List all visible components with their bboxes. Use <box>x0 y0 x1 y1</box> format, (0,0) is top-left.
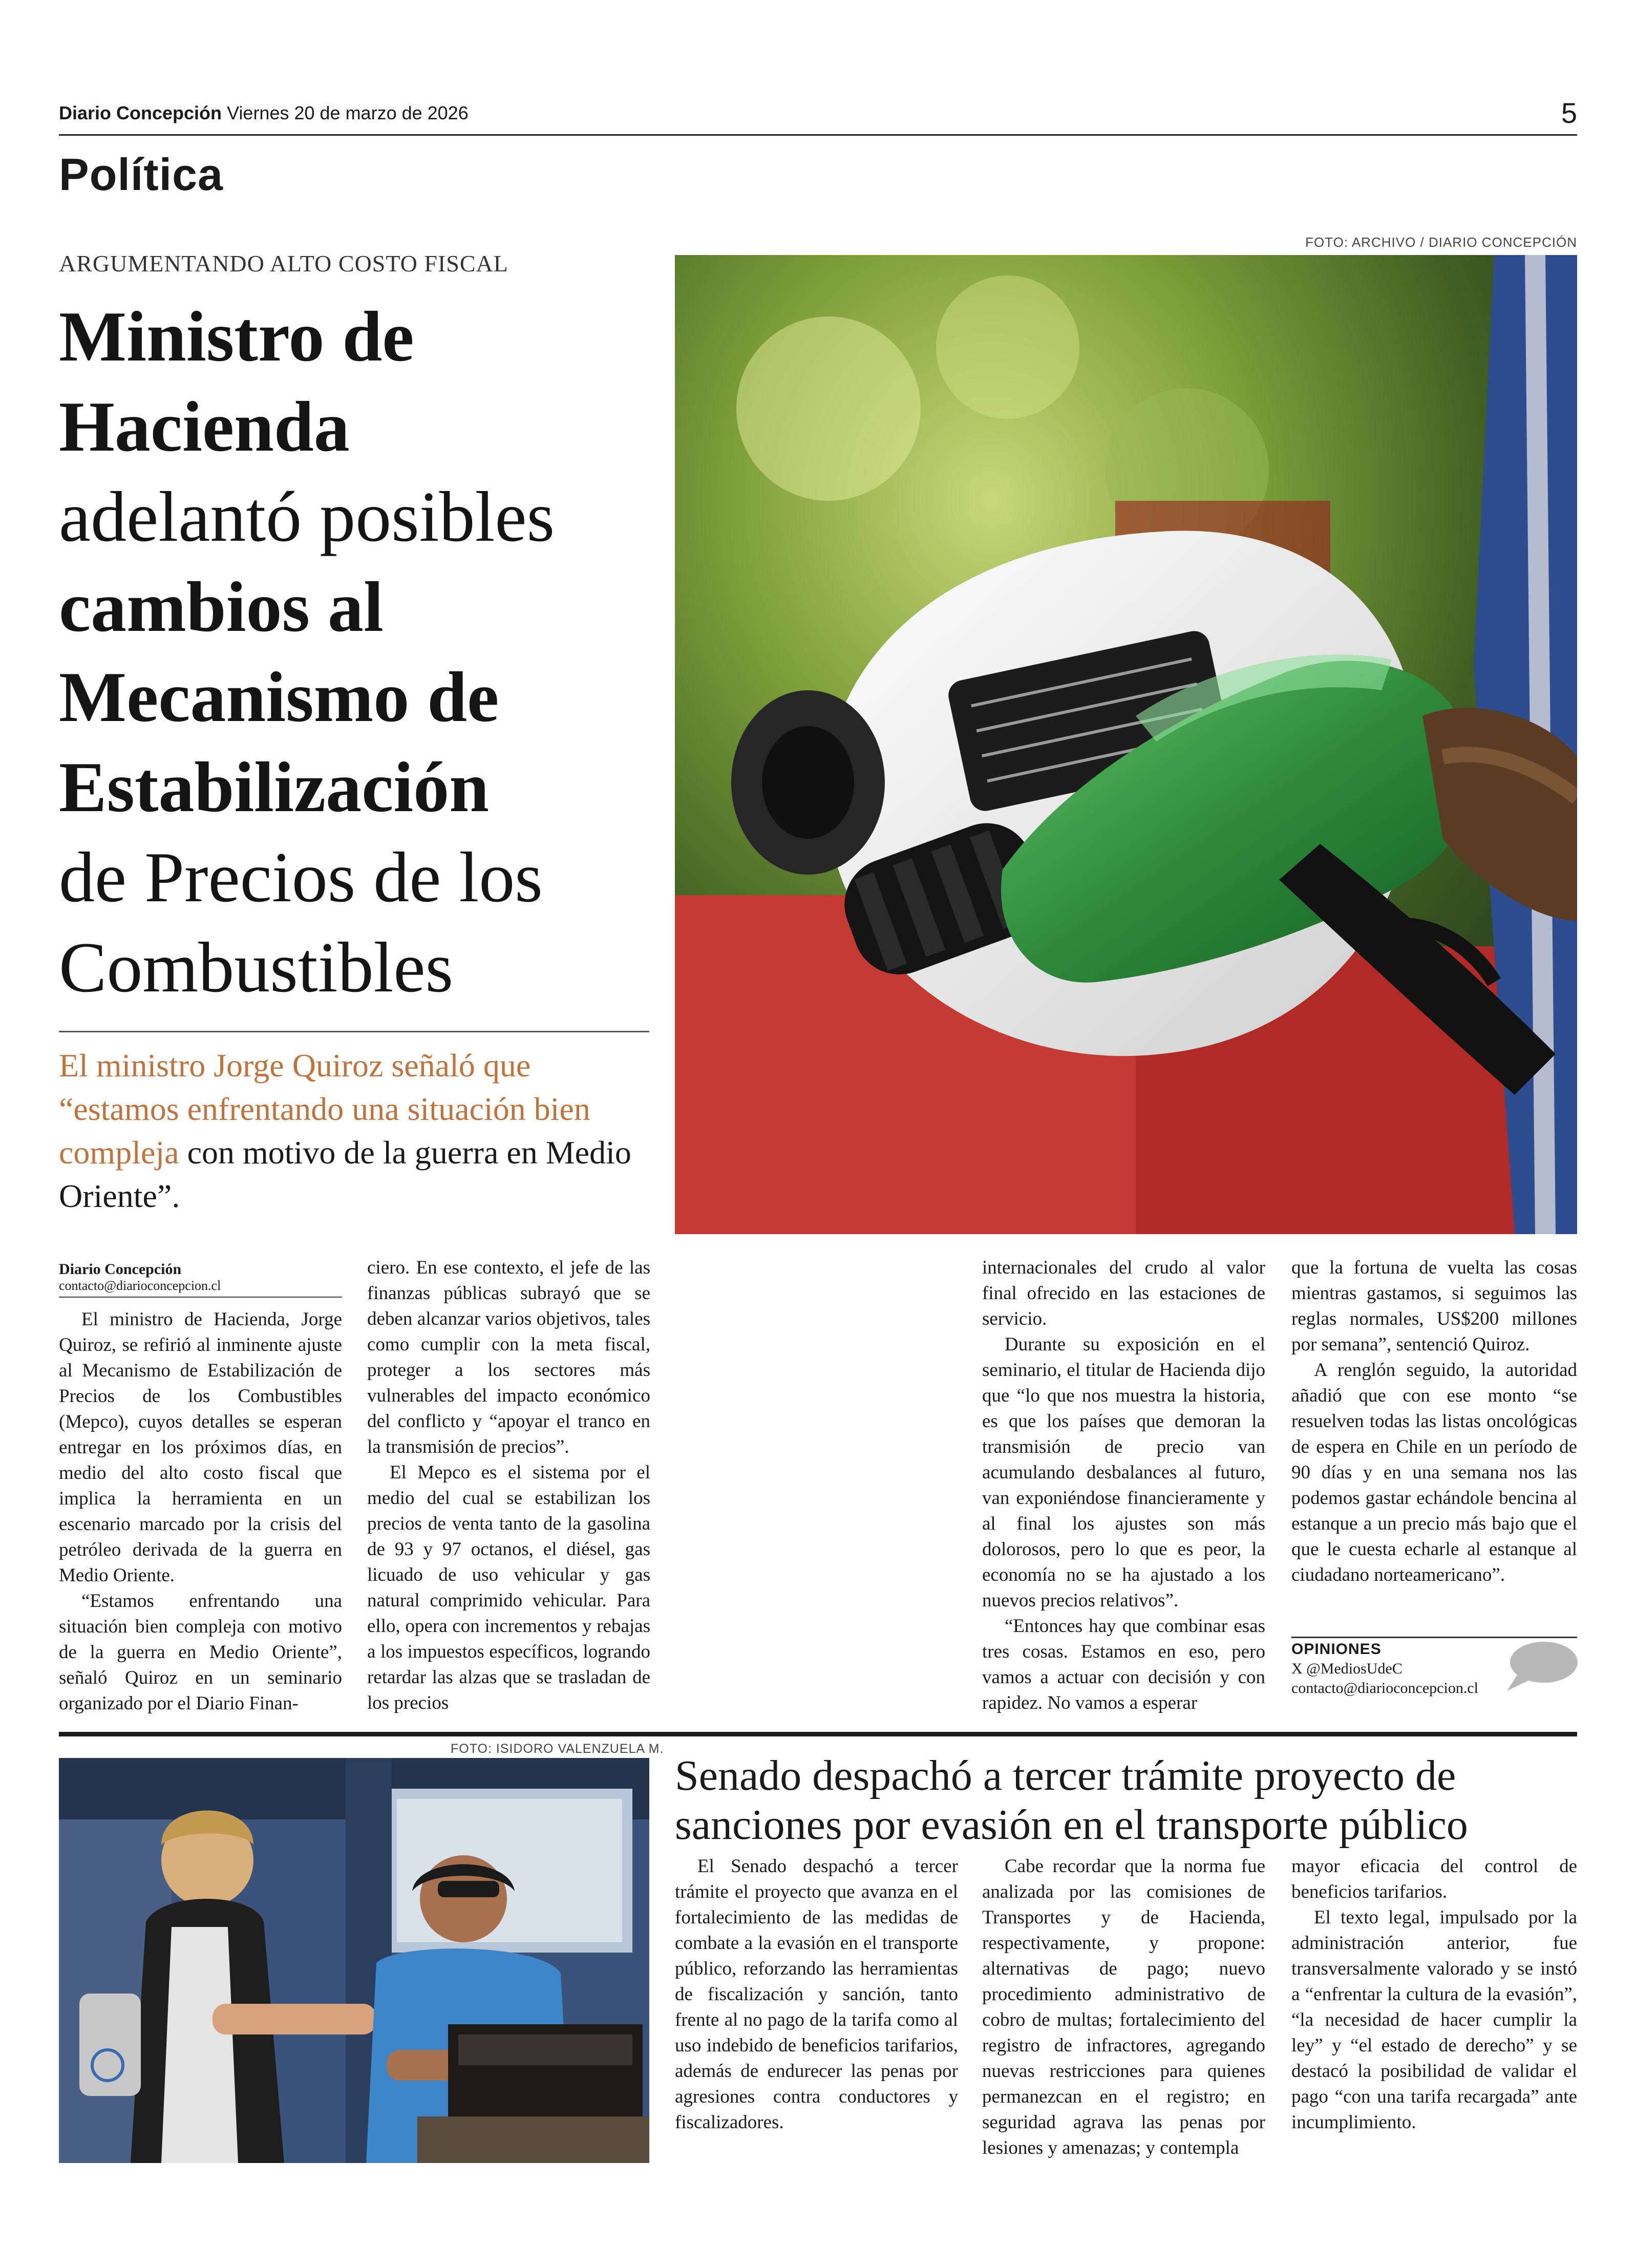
deck-highlight: El ministro Jorge Quiroz señaló que “estamos enfrentando una situación bien compleja <box>59 1047 590 1171</box>
body-paragraph: mayor eficacia del control de beneficios tarifarios. <box>1291 1856 1577 1902</box>
masthead-line <box>59 102 469 124</box>
headline-line: Ministro de <box>59 297 414 376</box>
byline-rule <box>59 1297 342 1298</box>
page-number: 5 <box>1561 97 1577 129</box>
section-title: Política <box>59 149 223 200</box>
body-paragraph: El texto legal, impulsado por la administración anterior, fue transversalmente valorado y se instó a “enfrentar la cultura de la evasión”, “la necesidad de hacer cumplir la ley” y “el estado de derecho” y se destacó la posibilidad de validar el pago “con una tarifa recargada” ante incumplimiento. <box>1291 1907 1577 2133</box>
body-paragraph: El ministro de Hacienda, Jorge Quiroz, se refirió al inminente ajuste al Mecanismo de Estabilización de Precios de los Combustibles (Mepco), cuyos detalles se esperan entregar en los próximos días, en medio del alto costo fiscal que implica la herramienta en un escenario marcado por la crisis del petróleo derivada de la guerra en Medio Oriente. <box>59 1309 342 1586</box>
body-paragraph: Cabe recordar que la norma fue analizada por las comisiones de Transportes y de Hacienda, respectivamente, y propone: alternativas de pago; nuevo procedimiento administrativo de cobro de multas; fortalecimiento del registro de infractores, agregando nuevas restricciones para quienes permanezcan en el registro; en seguridad agrava las penas por lesiones y amenazas; y contempla <box>982 1856 1265 2158</box>
article2-column-2 <box>982 1854 1265 2161</box>
fuel-nozzle-illustration <box>675 255 1577 1234</box>
headline-line: cambios al <box>59 567 384 647</box>
byline-name: Diario Concepción <box>59 1261 182 1278</box>
opinions-rule <box>1291 1637 1577 1638</box>
opinions-x-handle[interactable]: X @MediosUdeC <box>1291 1660 1403 1677</box>
header-rule <box>59 134 1577 136</box>
bus-interior-photo <box>59 1758 649 2163</box>
speech-bubble-icon <box>1503 1640 1579 1693</box>
fuel-nozzle-photo <box>675 255 1577 1234</box>
bus-interior-illustration <box>59 1758 649 2163</box>
headline-line: Combustibles <box>59 928 454 1007</box>
body-paragraph: A renglón seguido, la autoridad añadió que con ese monto “se resuelven todas las listas oncológicas de espera en Chile en un período de 90 días y en una semana nos las podemos gastar echándole bencina al estanque a un precio más bajo que el que le cuesta echarle al estanque al ciudadano norteamericano”. <box>1291 1360 1577 1585</box>
opinions-email[interactable]: contacto@diarioconcepcion.cl <box>1291 1680 1478 1697</box>
headline-line: adelantó posibles <box>59 477 555 557</box>
photo-credit: FOTO: ISIDORO VALENZUELA M. <box>451 1742 664 1756</box>
body-paragraph: internacionales del crudo al valor final ofrecido en las estaciones de servicio. <box>982 1257 1265 1329</box>
body-paragraph: “Entonces hay que combinar esas tres cosas. Estamos en eso, pero vamos a actuar con decisión y con rapidez. No vamos a esperar <box>982 1616 1265 1713</box>
opinions-title: OPINIONES <box>1291 1641 1382 1658</box>
article-headline <box>59 292 663 1013</box>
body-paragraph: que la fortuna de vuelta las cosas mientras gastamos, si seguimos las reglas normales, US$200 millones por semana”, sentenció Quiroz. <box>1291 1257 1577 1355</box>
body-paragraph: Durante su exposición en el seminario, el titular de Hacienda dijo que “lo que nos muestra la historia, es que los países que demoran la transmisión de precio van acumulando desbalances al futuro, van exponiéndose financieramente y al final los ajustes son más dolorosos, pero lo que es peor, la economía no se ha ajustado a los nuevos precios relativos”. <box>982 1334 1265 1611</box>
article-deck <box>59 1044 649 1218</box>
photo-credit: FOTO: ARCHIVO / DIARIO CONCEPCIÓN <box>1305 235 1577 250</box>
body-paragraph: ciero. En ese contexto, el jefe de las finanzas públicas subrayó que se deben alcanzar varios objetivos, tales como cumplir con la meta fiscal, proteger a los sectores más vulnerables del impacto económico del conflicto y “apoyar el tranco en la transmisión de precios”. <box>367 1257 650 1457</box>
issue-date: Viernes 20 de marzo de 2026 <box>227 102 469 123</box>
newspaper-name: Diario Concepción <box>59 102 222 123</box>
article1-column-4 <box>1291 1255 1577 1588</box>
article2-headline: Senado despachó a tercer trámite proyecto de sanciones por evasión en el transporte público <box>675 1752 1468 1849</box>
article1-column-1 <box>59 1261 342 1716</box>
headline-line: Mecanismo de <box>59 658 499 737</box>
section-divider <box>59 1732 1577 1736</box>
article2-column-3 <box>1291 1854 1577 2135</box>
article1-column-2 <box>367 1255 650 1716</box>
deck-rule <box>59 1031 649 1032</box>
byline-email: contacto@diarioconcepcion.cl <box>59 1278 221 1293</box>
headline-line: Estabilización <box>59 748 490 827</box>
article-kicker: ARGUMENTANDO ALTO COSTO FISCAL <box>59 250 508 277</box>
article1-column-3 <box>982 1255 1265 1716</box>
body-paragraph: El Mepco es el sistema por el medio del cual se estabilizan los precios de venta tanto de la gasolina de 93 y 97 octanos, el diésel, gas licuado de uso vehicular y gas natural comprimido vehicular. Para ello, opera con incrementos y rebajas a los impuestos específicos, logrando retardar las alzas que se trasladan de los precios <box>367 1462 650 1713</box>
deck-rest: con motivo de la guerra en Medio Oriente”. <box>59 1134 631 1214</box>
headline-line: de Precios de los <box>59 838 543 917</box>
article2-column-1 <box>675 1854 958 2135</box>
body-paragraph: “Estamos enfrentando una situación bien compleja con motivo de la guerra en Medio Oriente”, señaló Quiroz en un seminario organizado por el Diario Finan- <box>59 1591 342 1714</box>
body-paragraph: El Senado despachó a tercer trámite el proyecto que avanza en el fortalecimiento de las medidas de combate a la evasión en el transporte público, reforzando las herramientas de fiscalización y sanción, tanto frente al no pago de la tarifa como al uso indebido de beneficios tarifarios, además de endurecer las penas por agresiones contra conductores y fiscalizadores. <box>675 1856 958 2133</box>
headline-line: Hacienda <box>59 387 350 467</box>
